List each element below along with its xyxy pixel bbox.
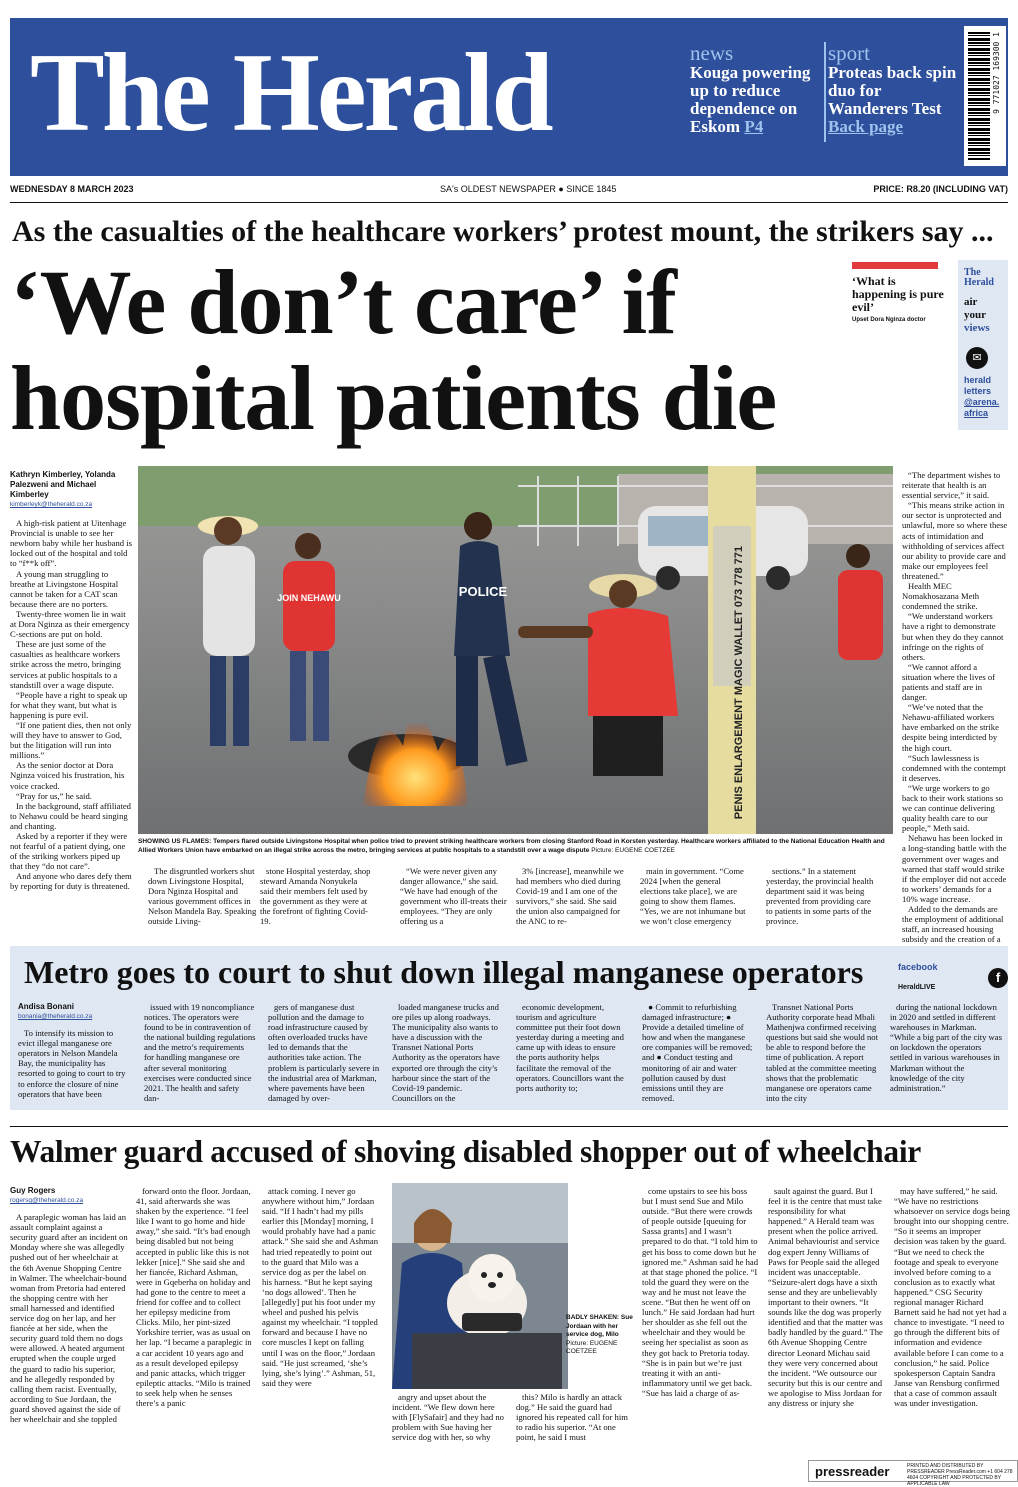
story2-column — [268, 1002, 380, 1106]
lead-headline[interactable] — [10, 251, 850, 449]
story3-caption-text: BADLY SHAKEN: Sue Jordaan with her service dog, Milo — [566, 1314, 633, 1338]
lead-kicker: As the casualties of the healthcare workers’ protest mount, the strikers say ... — [12, 215, 994, 248]
dateline-rule — [10, 202, 1008, 203]
news-teaser[interactable] — [690, 42, 825, 136]
story3-column-text: may have suffered,” he said. “We have no restrictions whatsoever on service dogs being brought into our shopping centre. “So it seems an improper decision was taken by the guard. “But we need to check the footage and speak to everyone involved before coming to a conclusion as to exactly what happened.” CSG Security regional manager Richard Barnett said he had not yet had a chance to investigate. “I need to go through the different bits of information and evidence available before I can come to a conclusion,” he said. Police spokesperson Captain Sandra Janse van Rensburg confirmed that a case of common assault was under investigation. — [894, 1186, 1010, 1408]
lead-col1-paragraph: Asked by a reporter if they were not fearful of a patient dying, one of the striking workers piped up that they “do not care”. — [10, 831, 128, 872]
story2-byline: Andisa Bonani — [18, 1002, 75, 1011]
pressreader-logo: pressreader — [815, 1464, 890, 1479]
lead-bottom-column-text: “We were never given any danger allowance,” she said. “We have had enough of the government who ill-treats their employees. “They are only offering us a — [400, 866, 507, 927]
story2-column-1 — [18, 1002, 128, 1106]
story2-column — [144, 1002, 256, 1106]
tagline: SA's OLDEST NEWSPAPER ● SINCE 1845 — [440, 184, 617, 194]
facebook-icon: f — [988, 968, 1008, 988]
story2-column — [642, 1002, 754, 1106]
lead-col1-paragraph: “Pray for us,” he said. — [16, 790, 92, 801]
lead-col1-paragraph: In the background, staff affiliated to Nehawu could be heard singing and chanting. — [10, 800, 131, 831]
lead-right-paragraph: “We cannot afford a situation where the lives of patients and staff are in danger. — [902, 661, 996, 703]
teaser-divider — [824, 42, 826, 142]
lead-column-right — [902, 470, 1008, 945]
lead-col1-paragraph: Twenty-three women lie in wait at Dora Nginza as their emergency C-sections are put on hold. — [10, 608, 130, 640]
story3-photo — [392, 1183, 568, 1389]
lead-col1-paragraph: As the senior doctor at Dora Nginza voiced his frustration, his voice cracked. — [10, 760, 125, 791]
masthead — [10, 18, 1008, 176]
your-word: your — [964, 309, 986, 321]
story3-column — [136, 1186, 252, 1456]
protest-photo-illustration — [138, 466, 893, 834]
news-page-link[interactable]: P4 — [744, 117, 764, 136]
story2-column-text: ● Commit to refurbishing damaged infrastructure; ● Provide a detailed timeline of how and when the manganese ore companies will be removed; and ● Conduct testing and monitoring of air and water pollution caused by dust emissions until they are removed. — [642, 1002, 753, 1103]
news-label: news — [690, 41, 734, 65]
lead-bottom-column-text: stone Hospital yesterday, shop steward Amanda Nonyukela said their members felt used by the government as they were at the forefront of fighting Covid-19. — [260, 866, 371, 927]
lead-col1-paragraph: These are just some of the casualties as healthcare workers strike across the metro, bringing services at public hospitals to a standstill over a wage dispute. — [10, 639, 121, 690]
story3-photo-caption — [566, 1314, 634, 1357]
lead-right-paragraph: “We urge workers to go back to their work stations so we can continue delivering quality health care to our people,” Meth said. — [902, 782, 1003, 834]
lead-bottom-column-text: 3% [increase], meanwhile we had members who died during Covid-19 and I am one of the survivors,” she said. She said the union also campaigned for the ANC to re- — [516, 866, 624, 927]
police-vest-text: POLICE — [458, 584, 508, 599]
facebook-handle: HeraldLIVE — [898, 984, 936, 991]
dateline — [10, 184, 1008, 198]
lead-col1-paragraph: “People have a right to speak up for what they want, but what is happening is pure evil. — [10, 689, 128, 720]
lead-right-paragraph: Added to the demands are the employment of additional staff, an increased housing subsidy and the creation of a — [902, 904, 1004, 945]
caption-credit: Picture: EUGENE COETZEE — [591, 846, 676, 854]
issue-date: WEDNESDAY 8 MARCH 2023 — [10, 184, 134, 194]
story3-column-text: attack coming. I never go anywhere without him,” Jordaan said. “If I hadn’t had my pills earlier this [Monday] morning, I would probably have had a panic attack.” She said she and Ashman had tried repeatedly to point out to the guard that Milo was a service dog as per the label on his harness. “But he kept saying ‘no dogs allowed’. Then he [allegedly] put his foot under my wheel and pushed his pelvis against my wheelchair. “I toppled forward and because I have no core muscles I kept on falling until I was on the floor,” Jordaan said. “He just screamed, ‘she’s lying, she’s lying’.” Ashman, 51, said they were — [262, 1186, 378, 1388]
story3-column — [262, 1186, 378, 1456]
lead-right-paragraph: Health MEC Nomakhosazana Meth condemned the strike. — [902, 581, 980, 612]
pole-sign-text: PENIS ENLARGEMENT MAGIC WALLET 073 778 771 — [733, 546, 745, 820]
story2-column — [890, 1002, 1002, 1106]
air-herald-label: The Herald — [964, 267, 994, 288]
story3-headline[interactable]: Walmer guard accused of shoving disabled shopper out of wheelchair — [10, 1134, 921, 1169]
story2-email-link[interactable]: bonania@theherald.co.za — [18, 1013, 93, 1020]
pressreader-info: PRINTED AND DISTRIBUTED BY PRESSREADER PressReader.com +1 604 278 4604 COPYRIGHT AND PROTECTED BY APPLICABLE LAW — [907, 1463, 1013, 1487]
story2-column — [516, 1002, 628, 1106]
lead-email-link[interactable]: kimberleyk@theherald.co.za — [10, 501, 93, 508]
lead-bottom-column — [400, 866, 512, 927]
lead-right-paragraph: “This means strike action in our sector is unprotected and unlawful, more so where these acts of intimidation and withholding of services affect our ability to provide care and make our employees feel threatened.” — [902, 500, 1008, 581]
lead-bottom-column-text: The disgruntled workers shut down Livingstone Hospital, Dora Nginza Hospital and various government offices in Nelson Mandela Bay. Speaking outside Living- — [148, 866, 257, 927]
views-word: views — [964, 322, 990, 334]
story3-rule — [10, 1126, 1008, 1127]
story3-col1-text: A paraplegic woman has laid an assault complaint against a security guard after an incident on Monday where she was allegedly pushed out of her wheelchair at the 6th Avenue Shopping Centre in Walmer. The wheelchair-bound woman from Pretoria had entered the shopping centre with her small harnessed and identified service dog on her lap, and her fiancée at her side, when the security guard told them no dogs were allowed. A heated argument erupted when the couple urged the guard to radio his superior, and he allegedly responded by calling them racist. Eventually, according to Sue Jordaan, the guard shoved against the side of her wheelchair and she toppled — [10, 1212, 128, 1424]
facebook-label: facebook — [898, 962, 938, 972]
lead-right-paragraph: “The department wishes to reiterate that health is an essential service,” it said. — [902, 470, 1001, 501]
story3-column-1 — [10, 1186, 128, 1456]
lead-bottom-column-text: sections.” In a statement yesterday, the provincial health department said it was being prevented from providing care to patients in some parts of the province. — [766, 866, 874, 927]
pressreader-badge[interactable] — [808, 1460, 1018, 1487]
air-your-views-box[interactable] — [958, 260, 1008, 430]
headline-line-2: hospital patients die — [10, 347, 777, 449]
lead-bottom-column — [516, 866, 628, 927]
lead-photo-caption — [138, 838, 893, 855]
story2-column-text: during the national lockdown in 2020 and settled in different warehouses in Markman. “While a big part of the city was on lockdown the operators settled in various warehouses in Markman without the knowledge of the city administration.” — [890, 1002, 1002, 1093]
story2-column-text: issued with 19 noncompliance notices. The operators were found to be in contravention of the national building regulations and the metro’s requirements for handling manganese ore after several monitoring exercises were conducted since 2021. The health and safety dan- — [144, 1002, 256, 1103]
story2-column-text: Transnet National Ports Authority corporate head Mbali Mathenjwa confirmed receiving questions but said she would not be able to respond before the time of publication. A report tabled at the committee meeting shows that the problematic manganese ore operators came into the city — [766, 1002, 878, 1103]
story3-column-text: forward onto the floor. Jordaan, 41, said afterwards she was shaken by the experience. “I feel like I want to go home and hide away,” she said. “It’s bad enough being disabled but not being accepted in public like this is not lekker [nice].” She said she and her fiancée, Richard Ashman, were in Gqeberha on holiday and had gone to the centre to meet a friend for coffee and to collect her epilepsy medicine from Clicks. Milo, her pint-sized Yorkshire terrier, was as usual on her lap. “I became a paraplegic in a car accident 10 years ago and as a result developed epilepsy and panic attacks, which trigger epileptic attacks. “Milo is trained to seek help when he senses there’s a panic — [136, 1186, 252, 1408]
lead-photo — [138, 466, 893, 834]
story3-byline: Guy Rogers — [10, 1186, 56, 1195]
story3-column — [392, 1392, 508, 1456]
sport-page-link[interactable]: Back page — [828, 117, 904, 136]
story2-headline[interactable]: Metro goes to court to shut down illegal manganese operators — [24, 954, 864, 990]
caption-text: SHOWING US FLAMES: Tempers flared outside Livingstone Hospital when police tried to prevent striking healthcare workers from closing Stanford Road in Korsten yesterday. Healthcare workers affiliated to the National Education Health and Allied Workers Union have embarked on an illegal strike across the metro, bringing services at public hospitals to a standstill over a wage dispute — [138, 838, 885, 854]
lead-right-paragraph: “We’ve noted that the Nehawu-affiliated workers have embarked on the strike despite being interdicted by the high court. — [902, 702, 999, 753]
story3-email-link[interactable]: rogersg@theherald.co.za — [10, 1197, 84, 1204]
barcode — [964, 26, 1006, 166]
sport-label: sport — [828, 41, 870, 65]
logo: The Herald — [30, 31, 551, 155]
shirt-text: JOIN NEHAWU — [277, 593, 341, 603]
lead-col1-paragraph: A high-risk patient at Uitenhage Provincial is unable to see her newborn baby while her husband is locked out of the hospital and told to “f**k off”. — [10, 518, 132, 569]
facebook-promo[interactable] — [898, 962, 1008, 991]
story2-column-text: economic development, tourism and agriculture committee put their foot down yesterday during a meeting and came up with ideas to ensure the ports authority helps facilitate the removal of the operators. Councillors want the ports authority to; — [516, 1002, 624, 1093]
quote-accent-bar — [852, 262, 938, 269]
story3-column-text: sault against the guard. But I feel it is the centre that must take responsibility for what happened.” A Herald team was present when the police arrived. Animal behaviourist and service dog expert Jenny Williams of Paws for People said the alleged incident was unacceptable. “Seizure-alert dogs have a sixth sense and they are unbelievably important to their owners. “It sounds like the dog was properly identified and that the matter was badly handled by the guard.” The 6th Avenue Shopping Centre director Leonard Michau said they were very concerned about the incident. “We outsource our security but this is our centre and we apologise to Miss Jordaan for any distress or injury she — [768, 1186, 883, 1408]
lead-col1-paragraph: A young man struggling to breathe at Livingstone Hospital cannot be taken for a CAT scan because there are no porters. — [10, 568, 119, 609]
story2-column-text: gers of manganese dust pollution and the damage to road infrastructure caused by often overloaded trucks have led to demands that the authorities take action. The problem is particularly severe in the industrial area of Markman, where pavements have been damaged by over- — [268, 1002, 380, 1103]
price: PRICE: R8.20 (INCLUDING VAT) — [873, 184, 1008, 194]
sport-teaser[interactable] — [828, 42, 963, 136]
letters-email-link[interactable]: @arena. africa — [964, 397, 1000, 418]
lead-byline: Kathryn Kimberley, Yolanda Palezweni and Michael Kimberley — [10, 470, 116, 499]
lead-column-1 — [10, 470, 132, 922]
story3-column — [894, 1186, 1010, 1456]
quote-text: ‘What is happening is pure evil’ — [852, 274, 944, 314]
story3-column-text: come upstairs to see his boss but I must send Sue and Milo outside. “But there were crowds of people outside [queuing for Sassa grants] and I wasn’t prepared to do that. “I told him to get his boss to come down but he ignored me.” Ashman said he had at that stage phoned the police. “I told the guard they were on the way and he must not leave the scene. “But then he went off on lunch.” He said Jordaan had hurt her shoulder as she fell out the wheelchair and they would be seeing her specialist as soon as they got back to Pretoria today. “She is in pain but we’re just treating it with an anti-inflammatory until we get back. “Sue has laid a charge of as- — [642, 1186, 758, 1398]
headline-line-1: ‘We don’t care’ if — [10, 251, 676, 353]
pull-quote — [852, 262, 952, 323]
story3-column — [642, 1186, 758, 1456]
lead-right-paragraph: “Such lawlessness is condemned with the contempt it deserves. — [902, 752, 1006, 783]
story2-col1-text: To intensify its mission to evict illegal manganese ore operators in Nelson Mandela Bay, the municipality has resorted to going to court to try to enforce the closure of nine operators that have been — [18, 1028, 126, 1099]
lead-col1-paragraph: And anyone who dares defy them by reporting for duty is threatened. — [10, 871, 132, 892]
story3-column-text: this? Milo is hardly an attack dog.” He said the guard had ignored his repeated call for him to radio his superior. “At one point, he said I must — [516, 1392, 628, 1443]
lead-col1-paragraph: “If one patient dies, then not only will they have to answer to God, but the litigation will run into millions.” — [10, 719, 132, 761]
lead-bottom-column — [766, 866, 878, 927]
air-word: air — [964, 296, 978, 308]
lead-bottom-column-text: main in government. “Come 2024 [when the general elections take place], we are going to show them flames. “Yes, we are not inhumane but we won’t close emergency — [640, 866, 746, 927]
story2-column — [392, 1002, 504, 1106]
barcode-digits: 9 771027 169300 1 — [992, 32, 1001, 114]
lead-right-paragraph: Nehawu has been locked in a long-standing battle with the government over wages and warned that staff would strike if the employer did not accede to workers’ demands for a 10% wage increase. — [902, 833, 1007, 904]
story3-caption-credit: Picture: EUGENE COETZEE — [566, 1339, 618, 1355]
story3-column-text: angry and upset about the incident. “We flew down here with [FlySafair] and they had no problem with Sue having her service dog with her, so why — [392, 1392, 504, 1443]
lead-bottom-column — [260, 866, 372, 927]
sport-headline: Proteas back spin duo for Wanderers Test — [828, 63, 957, 118]
story3-column — [516, 1392, 632, 1456]
lead-right-paragraph: “We understand workers have a right to demonstrate but when they do they cannot infringe on the rights of others. — [902, 611, 1004, 662]
news-headline: Kouga powering up to reduce dependence on Eskom — [690, 63, 811, 136]
lead-bottom-column — [640, 866, 752, 927]
woman-with-dog-illustration — [392, 1183, 568, 1389]
mail-icon: ✉ — [966, 347, 988, 369]
letters-label: herald letters — [964, 375, 992, 396]
lead-bottom-column — [148, 866, 260, 927]
barcode-bars — [968, 32, 990, 160]
story2-column — [766, 1002, 878, 1106]
lead-col1-body — [10, 518, 132, 891]
story3-column — [768, 1186, 884, 1456]
quote-attribution: Upset Dora Nginza doctor — [852, 317, 926, 323]
story2-column-text: loaded manganese trucks and ore piles up along roadways. The municipality also wants to have a discussion with the Transnet National Ports Authority as the operators have exported ore through the city’s harbour since the start of the Covid-19 pandemic. Councillors on the — [392, 1002, 500, 1103]
